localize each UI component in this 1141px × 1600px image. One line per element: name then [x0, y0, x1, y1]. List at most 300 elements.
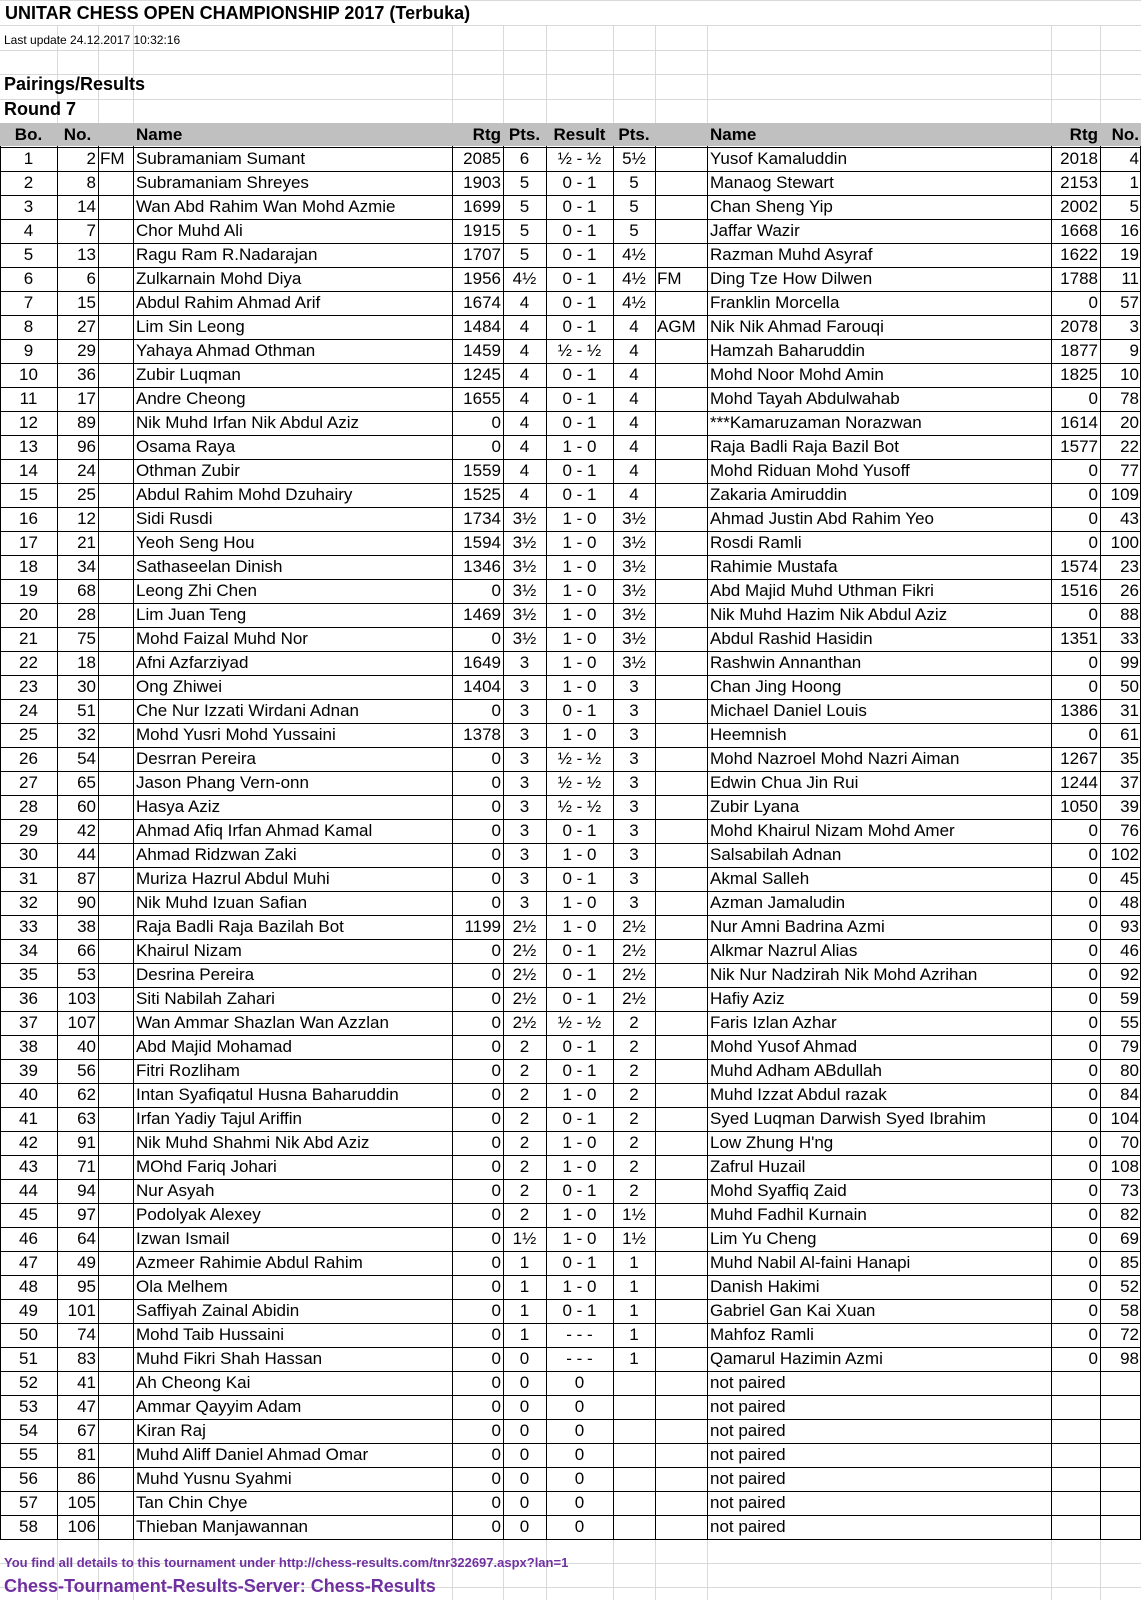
table-cell: 86 — [77, 1469, 96, 1488]
table-cell: 2½ — [512, 941, 537, 960]
table-cell — [1051, 1395, 1100, 1419]
table-cell: 26 — [19, 749, 38, 768]
table-cell: 10 — [19, 365, 38, 384]
table-cell: Nik Nik Ahmad Farouqi — [710, 317, 884, 336]
table-cell: Muhd Adham ABdullah — [710, 1061, 883, 1080]
table-cell: 2 — [23, 173, 34, 192]
table-cell: Alkmar Nazrul Alias — [710, 941, 858, 960]
table-cell — [98, 987, 133, 1011]
table-cell: Siti Nabilah Zahari — [136, 989, 275, 1008]
table-cell: 5 — [629, 221, 639, 240]
table-cell — [98, 963, 133, 987]
table-cell: 0 — [1088, 1181, 1098, 1200]
table-cell — [98, 1155, 133, 1179]
table-cell: 97 — [77, 1205, 96, 1224]
table-cell: 0 — [491, 581, 501, 600]
table-cell — [655, 1203, 707, 1227]
table-cell: 0 — [491, 1277, 501, 1296]
table-cell: 4 — [629, 461, 639, 480]
table-cell: 8 — [86, 173, 96, 192]
table-cell: 24 — [77, 461, 96, 480]
table-cell: 20 — [1120, 413, 1139, 432]
footer-server-text[interactable]: Chess-Tournament-Results-Server: Chess-Results — [4, 1576, 436, 1596]
table-cell: 18 — [77, 653, 96, 672]
table-cell: 5 — [519, 245, 530, 264]
table-cell — [98, 531, 133, 555]
table-cell: 1484 — [463, 317, 501, 336]
table-cell: Rosdi Ramli — [710, 533, 802, 552]
table-cell: 109 — [1110, 485, 1139, 504]
table-cell: 2 — [629, 1181, 639, 1200]
table-cell — [655, 1323, 707, 1347]
table-cell: 0 - 1 — [562, 1061, 597, 1080]
table-cell: 34 — [19, 941, 38, 960]
table-cell: 78 — [1120, 389, 1139, 408]
round-title: Round 7 — [4, 99, 76, 119]
table-cell: 50 — [19, 1325, 38, 1344]
table-cell: 5 — [1129, 197, 1139, 216]
table-cell: 0 — [574, 1517, 585, 1536]
table-cell: Hafiy Aziz — [710, 989, 785, 1008]
table-cell — [98, 1323, 133, 1347]
table-cell: Zubir Luqman — [136, 365, 241, 384]
table-cell: 4 — [519, 293, 530, 312]
table-cell: 0 - 1 — [562, 293, 597, 312]
table-cell: Mohd Riduan Mohd Yusoff — [710, 461, 910, 480]
table-cell: Intan Syafiqatul Husna Baharuddin — [136, 1085, 399, 1104]
table-cell: 3 — [519, 773, 530, 792]
table-cell: FM — [657, 269, 682, 288]
table-cell: 22 — [1120, 437, 1139, 456]
table-cell: 62 — [77, 1085, 96, 1104]
table-cell — [98, 363, 133, 387]
table-cell: 12 — [77, 509, 96, 528]
table-cell: 0 — [574, 1445, 585, 1464]
table-cell: 1559 — [463, 461, 501, 480]
table-cell: Irfan Yadiy Tajul Ariffin — [136, 1109, 303, 1128]
table-cell: 1 — [519, 1277, 530, 1296]
table-cell: 88 — [1120, 605, 1139, 624]
table-cell — [98, 603, 133, 627]
table-cell: 2 — [519, 1133, 530, 1152]
table-cell — [655, 1491, 707, 1515]
table-cell — [98, 1203, 133, 1227]
table-cell — [655, 1275, 707, 1299]
table-cell: 3 — [629, 893, 639, 912]
table-cell: not paired — [710, 1493, 786, 1512]
table-cell — [655, 987, 707, 1011]
table-cell — [98, 315, 133, 339]
table-cell: 1674 — [463, 293, 501, 312]
table-cell: 30 — [19, 845, 38, 864]
table-cell: Franklin Morcella — [710, 293, 840, 312]
table-cell: 1469 — [463, 605, 501, 624]
table-cell: Faris Izlan Azhar — [710, 1013, 837, 1032]
table-cell: 0 — [1088, 893, 1098, 912]
table-cell — [98, 219, 133, 243]
table-cell: Jaffar Wazir — [710, 221, 800, 240]
table-cell: 104 — [1110, 1109, 1139, 1128]
header-cell: No. — [57, 123, 98, 146]
table-cell — [655, 675, 707, 699]
table-cell: 0 - 1 — [562, 269, 597, 288]
table-cell: 61 — [1120, 725, 1139, 744]
table-cell: 5½ — [622, 149, 646, 168]
table-cell: 41 — [19, 1109, 38, 1128]
table-cell: 46 — [19, 1229, 38, 1248]
table-cell: 40 — [19, 1085, 38, 1104]
table-cell: 4 — [519, 485, 530, 504]
table-cell: 1 - 0 — [562, 1085, 597, 1104]
table-cell: 85 — [1120, 1253, 1139, 1272]
table-cell — [655, 483, 707, 507]
table-cell: 16 — [19, 509, 38, 528]
header-cell: No. — [1100, 123, 1141, 146]
table-cell: 1956 — [463, 269, 501, 288]
table-cell: Afni Azfarziyad — [136, 653, 249, 672]
table-cell: 0 — [519, 1373, 530, 1392]
table-cell: 23 — [1120, 557, 1139, 576]
table-cell: 103 — [67, 989, 96, 1008]
table-cell: 99 — [1120, 653, 1139, 672]
table-cell: 0 — [491, 869, 501, 888]
table-cell: 1 - 0 — [562, 629, 597, 648]
table-cell: 4 — [1129, 149, 1139, 168]
table-cell: 6 — [519, 149, 530, 168]
table-cell: 3 — [629, 677, 639, 696]
table-cell: Thieban Manjawannan — [136, 1517, 309, 1536]
table-cell: 15 — [19, 485, 38, 504]
table-cell: 1 — [519, 1325, 530, 1344]
table-cell: 3½ — [622, 581, 646, 600]
table-cell: 39 — [19, 1061, 38, 1080]
table-cell: Akmal Salleh — [710, 869, 810, 888]
table-cell: 0 — [519, 1397, 530, 1416]
table-cell: 0 - 1 — [562, 221, 597, 240]
table-cell: ***Kamaruzaman Norazwan — [710, 413, 922, 432]
table-cell — [98, 1035, 133, 1059]
table-cell: 1 - 0 — [562, 653, 597, 672]
table-cell: 1699 — [463, 197, 501, 216]
table-cell: Ah Cheong Kai — [136, 1373, 251, 1392]
table-cell: Kiran Raj — [136, 1421, 206, 1440]
table-cell: 0 - 1 — [562, 1037, 597, 1056]
table-cell — [98, 675, 133, 699]
table-cell: 58 — [19, 1517, 38, 1536]
table-cell — [655, 1131, 707, 1155]
table-cell: 65 — [77, 773, 96, 792]
table-cell: 0 — [1088, 389, 1098, 408]
header-cell — [98, 123, 133, 146]
table-cell: Zubir Lyana — [710, 797, 800, 816]
table-cell: 0 — [491, 1373, 501, 1392]
table-cell: 1½ — [512, 1229, 537, 1248]
table-cell: not paired — [710, 1517, 786, 1536]
table-cell: 19 — [1120, 245, 1139, 264]
table-cell: 0 — [491, 749, 501, 768]
table-cell: Mohd Taib Hussaini — [136, 1325, 285, 1344]
table-cell — [655, 531, 707, 555]
tournament-title: UNITAR CHESS OPEN CHAMPIONSHIP 2017 (Terbuka) — [5, 3, 471, 23]
table-cell: 0 — [1088, 1349, 1098, 1368]
table-cell: Abdul Rahim Ahmad Arif — [136, 293, 321, 312]
table-cell: 0 — [1088, 1325, 1098, 1344]
table-cell — [655, 747, 707, 771]
table-cell: Yusof Kamaluddin — [710, 149, 848, 168]
table-cell: Muhd Fadhil Kurnain — [710, 1205, 867, 1224]
table-cell: 2½ — [622, 941, 646, 960]
table-cell: 0 — [1088, 1277, 1098, 1296]
table-cell: 1 - 0 — [562, 725, 597, 744]
table-cell: 100 — [1110, 533, 1139, 552]
table-cell: Ahmad Justin Abd Rahim Yeo — [710, 509, 934, 528]
table-cell: 44 — [77, 845, 96, 864]
table-cell: 75 — [77, 629, 96, 648]
table-cell: 8 — [23, 317, 34, 336]
table-cell — [1100, 1515, 1141, 1539]
table-cell: 35 — [1120, 749, 1139, 768]
footer-link-text[interactable]: You find all details to this tournament under http://chess-results.com/tnr322697.aspx?lan=1 — [4, 1555, 569, 1570]
table-cell: 1 - 0 — [562, 437, 597, 456]
table-cell: 25 — [19, 725, 38, 744]
table-cell: Nik Muhd Irfan Nik Abdul Aziz — [136, 413, 359, 432]
table-cell: not paired — [710, 1445, 786, 1464]
table-cell — [655, 1227, 707, 1251]
table-cell: 0 - 1 — [562, 173, 597, 192]
table-cell: 1267 — [1060, 749, 1098, 768]
table-cell: Nur Asyah — [136, 1181, 215, 1200]
table-cell — [98, 291, 133, 315]
table-cell — [655, 219, 707, 243]
table-cell: Rahimie Mustafa — [710, 557, 838, 576]
table-cell: 0 — [1088, 485, 1098, 504]
table-cell: 2018 — [1060, 149, 1098, 168]
table-cell: 57 — [19, 1493, 38, 1512]
table-cell — [655, 291, 707, 315]
table-cell: 0 — [1088, 965, 1098, 984]
table-cell: 19 — [19, 581, 38, 600]
table-cell — [655, 723, 707, 747]
table-cell: 54 — [77, 749, 96, 768]
table-cell — [1100, 1419, 1141, 1443]
table-cell: Saffiyah Zainal Abidin — [136, 1301, 300, 1320]
table-cell — [98, 795, 133, 819]
table-cell — [98, 1107, 133, 1131]
table-cell — [655, 1347, 707, 1371]
table-cell: 1 - 0 — [562, 1157, 597, 1176]
table-cell: Azman Jamaludin — [710, 893, 846, 912]
table-cell: Ding Tze How Dilwen — [710, 269, 873, 288]
table-cell: 14 — [19, 461, 38, 480]
table-cell: Leong Zhi Chen — [136, 581, 257, 600]
table-cell — [655, 339, 707, 363]
table-cell: 2½ — [512, 1013, 537, 1032]
table-cell: Ragu Ram R.Nadarajan — [136, 245, 318, 264]
table-cell — [98, 195, 133, 219]
header-cell: Rtg — [452, 123, 503, 146]
table-cell: 0 — [491, 1349, 501, 1368]
table-cell: Mahfoz Ramli — [710, 1325, 814, 1344]
table-cell: 27 — [77, 317, 96, 336]
table-cell — [1051, 1371, 1100, 1395]
table-cell: Osama Raya — [136, 437, 236, 456]
table-cell — [655, 507, 707, 531]
table-cell: 3 — [519, 701, 530, 720]
table-cell: 37 — [19, 1013, 38, 1032]
table-cell: 33 — [1120, 629, 1139, 648]
table-cell: 0 — [574, 1469, 585, 1488]
table-cell: 1½ — [622, 1229, 646, 1248]
table-cell: 0 - 1 — [562, 941, 597, 960]
table-cell — [655, 1083, 707, 1107]
table-cell — [98, 627, 133, 651]
table-cell: 18 — [19, 557, 38, 576]
table-cell: 2½ — [512, 917, 537, 936]
table-cell: 6 — [86, 269, 96, 288]
table-cell: Muriza Hazrul Abdul Muhi — [136, 869, 330, 888]
table-cell: 11 — [1121, 269, 1139, 288]
table-cell: 1825 — [1060, 365, 1098, 384]
table-cell: 5 — [519, 221, 530, 240]
table-cell: Othman Zubir — [136, 461, 240, 480]
table-cell: 0 - 1 — [562, 821, 597, 840]
table-cell: 56 — [19, 1469, 38, 1488]
table-cell: 13 — [77, 245, 96, 264]
table-cell: Subramaniam Sumant — [136, 149, 306, 168]
table-cell: 3½ — [512, 629, 537, 648]
table-cell — [655, 963, 707, 987]
table-cell — [655, 1299, 707, 1323]
table-cell: Rashwin Annanthan — [710, 653, 862, 672]
table-cell: 1 — [629, 1277, 639, 1296]
table-cell: Chan Sheng Yip — [710, 197, 833, 216]
table-cell: 0 — [519, 1469, 530, 1488]
table-cell: 64 — [77, 1229, 96, 1248]
table-cell: 1 — [629, 1301, 639, 1320]
table-cell — [1051, 1515, 1100, 1539]
table-cell: 0 — [1088, 1085, 1098, 1104]
table-cell: 2 — [629, 1157, 639, 1176]
last-update: Last update 24.12.2017 10:32:16 — [4, 33, 181, 47]
table-cell: Mohd Nazroel Mohd Nazri Aiman — [710, 749, 960, 768]
table-cell: 1516 — [1060, 581, 1098, 600]
table-cell: 40 — [77, 1037, 96, 1056]
table-cell: 26 — [1120, 581, 1139, 600]
table-cell — [613, 1515, 655, 1539]
table-cell: 3½ — [512, 509, 537, 528]
table-cell: 4 — [519, 341, 530, 360]
table-cell: 39 — [1120, 797, 1139, 816]
table-cell: 1351 — [1060, 629, 1098, 648]
table-cell — [655, 555, 707, 579]
table-cell: Yahaya Ahmad Othman — [136, 341, 316, 360]
table-cell: 1 — [519, 1301, 530, 1320]
table-cell: 63 — [77, 1109, 96, 1128]
table-cell: 2 — [629, 1109, 639, 1128]
table-cell: 5 — [519, 197, 530, 216]
table-cell: Raja Badli Raja Bazil Bot — [710, 437, 899, 456]
table-cell — [98, 1275, 133, 1299]
table-cell: Ahmad Ridzwan Zaki — [136, 845, 297, 864]
table-cell: 0 - 1 — [562, 869, 597, 888]
table-cell: 31 — [1120, 701, 1139, 720]
table-cell: 2 — [629, 1085, 639, 1104]
table-cell: 9 — [23, 341, 34, 360]
table-cell: 1525 — [463, 485, 501, 504]
table-cell: 45 — [1120, 869, 1139, 888]
table-cell: 93 — [1120, 917, 1139, 936]
table-cell: 52 — [1120, 1277, 1139, 1296]
table-cell: 108 — [1110, 1157, 1139, 1176]
table-cell: 2 — [519, 1205, 530, 1224]
table-cell: Sidi Rusdi — [136, 509, 213, 528]
table-cell: 0 — [491, 965, 501, 984]
table-cell: ½ - ½ — [557, 1013, 602, 1032]
table-cell: 1245 — [463, 365, 501, 384]
table-cell: 0 — [1088, 1061, 1098, 1080]
table-cell — [1051, 1443, 1100, 1467]
table-cell: 4 — [519, 365, 530, 384]
table-cell: 3 — [519, 797, 530, 816]
table-cell: 1649 — [463, 653, 501, 672]
table-cell: 96 — [77, 437, 96, 456]
table-cell: 1788 — [1060, 269, 1098, 288]
table-cell: 0 — [574, 1373, 585, 1392]
table-cell: 59 — [1120, 989, 1139, 1008]
table-cell: 0 — [1088, 605, 1098, 624]
table-cell — [655, 1011, 707, 1035]
table-cell: Mohd Noor Mohd Amin — [710, 365, 884, 384]
table-cell: 0 - 1 — [562, 1109, 597, 1128]
table-cell: Khairul Nizam — [136, 941, 242, 960]
table-cell: 2078 — [1060, 317, 1098, 336]
table-cell: 58 — [1120, 1301, 1139, 1320]
table-cell: 0 — [1088, 1229, 1098, 1248]
table-cell — [98, 915, 133, 939]
table-cell: Podolyak Alexey — [136, 1205, 261, 1224]
table-cell — [98, 171, 133, 195]
table-cell: ½ - ½ — [557, 797, 602, 816]
table-cell: 1 — [1129, 173, 1139, 192]
table-cell — [98, 771, 133, 795]
table-cell — [655, 363, 707, 387]
table-cell: 1 - 0 — [562, 509, 597, 528]
table-cell: 3 — [519, 653, 530, 672]
table-cell: 2 — [519, 1061, 530, 1080]
table-cell: 3 — [629, 845, 639, 864]
table-cell: 25 — [77, 485, 96, 504]
table-cell: 0 — [1088, 1013, 1098, 1032]
table-cell: 3½ — [622, 509, 646, 528]
table-cell: 70 — [1120, 1133, 1139, 1152]
table-cell: 4 — [629, 341, 639, 360]
table-cell: 28 — [77, 605, 96, 624]
table-cell — [1100, 1443, 1141, 1467]
table-cell: 0 — [491, 1037, 501, 1056]
table-cell: 95 — [77, 1277, 96, 1296]
table-cell: 1577 — [1060, 437, 1098, 456]
table-cell: not paired — [710, 1469, 786, 1488]
table-cell — [98, 1347, 133, 1371]
table-cell: 0 — [491, 1301, 501, 1320]
table-cell: 2½ — [512, 965, 537, 984]
table-cell — [98, 1083, 133, 1107]
table-cell — [655, 1251, 707, 1275]
table-cell: 9 — [1129, 341, 1139, 360]
table-cell: 0 — [491, 1253, 501, 1272]
table-cell: 87 — [77, 869, 96, 888]
table-cell: 0 — [491, 1157, 501, 1176]
